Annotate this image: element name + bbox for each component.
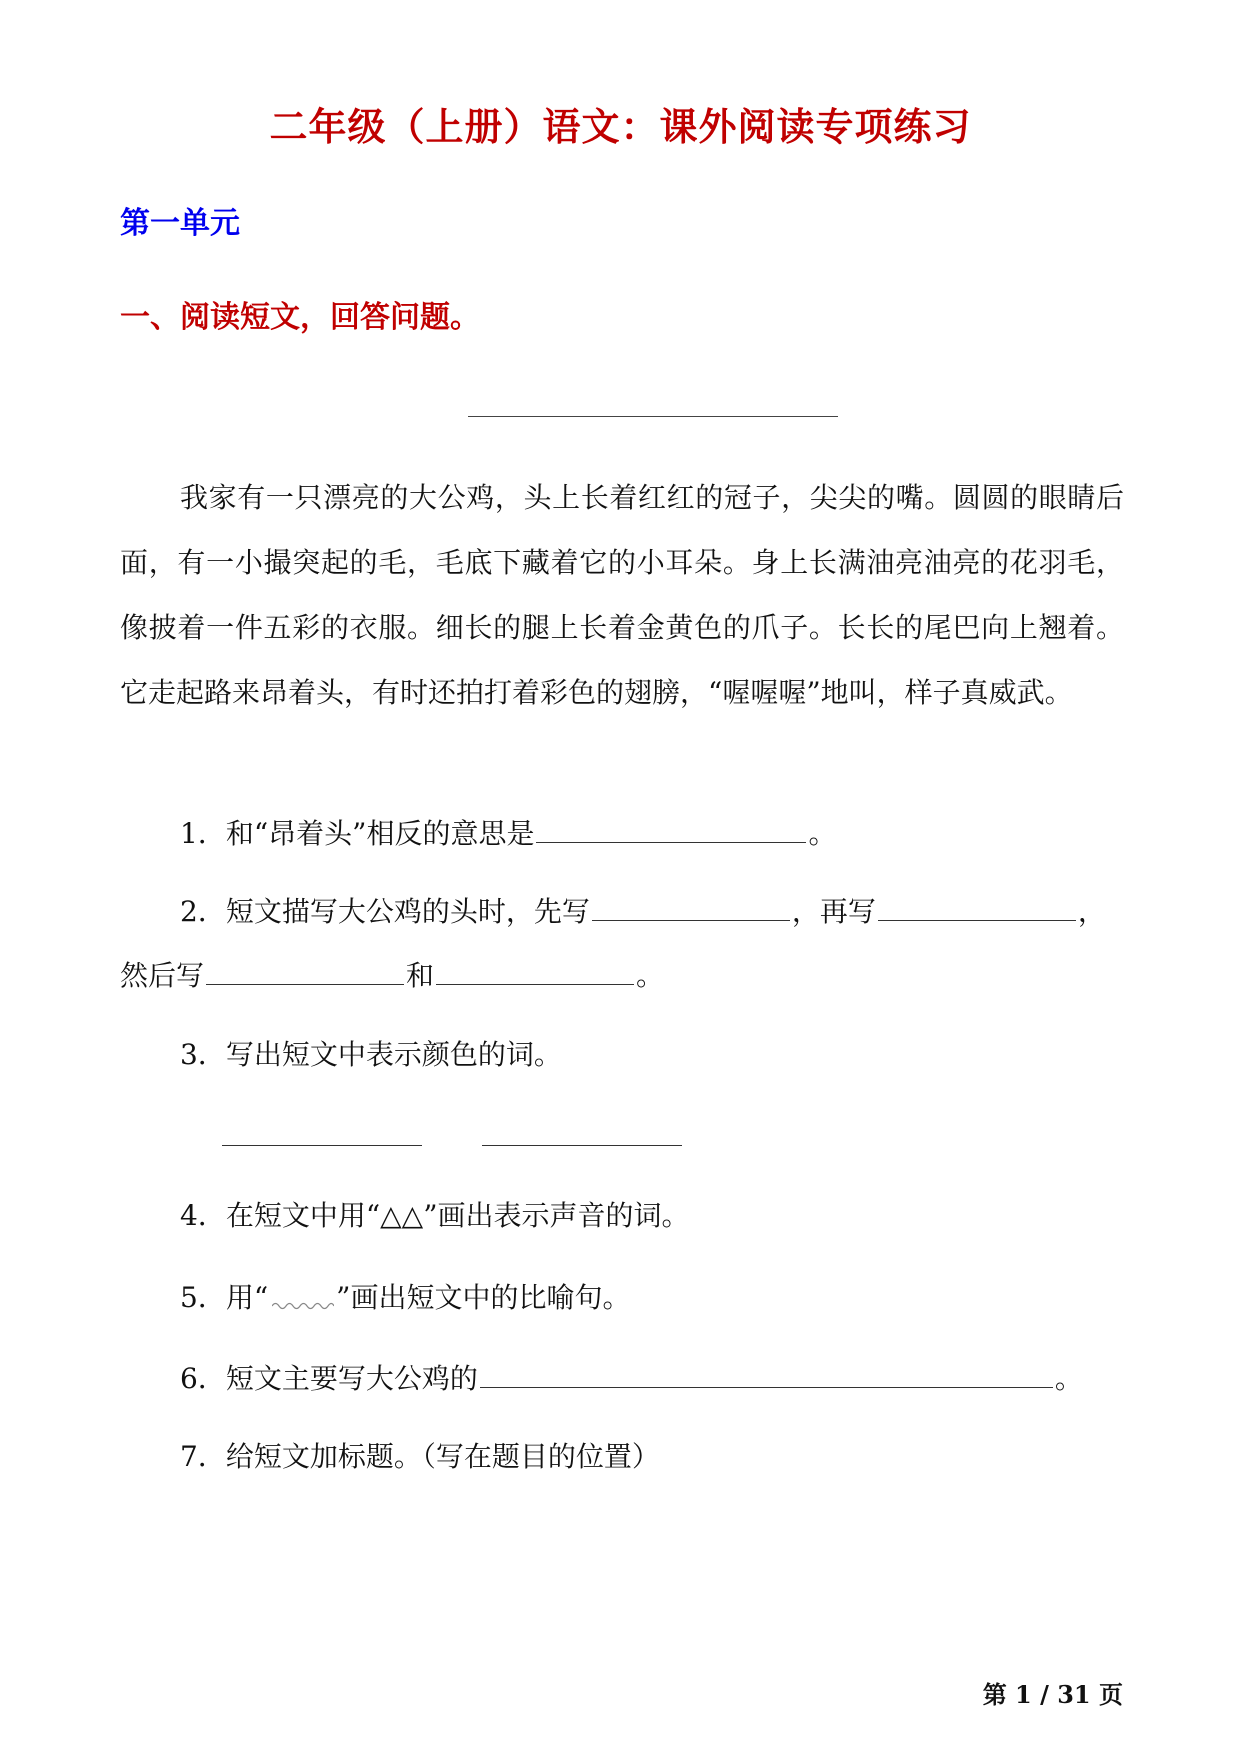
question-2 xyxy=(180,890,1106,932)
question-number: 2． xyxy=(180,895,226,928)
question-7 xyxy=(180,1437,660,1477)
question-text: 。 xyxy=(1054,1362,1083,1395)
question-text: 和“昂着头”相反的意思是 xyxy=(225,817,535,850)
unit-heading: 第一单元 xyxy=(120,206,240,241)
section-heading: 一、阅读短文，回答问题。 xyxy=(120,300,480,335)
question-6 xyxy=(180,1357,1083,1399)
question-text: 短文主要写大公鸡的 xyxy=(225,1362,478,1395)
page-number: 第 1 / 31 页 xyxy=(982,1680,1123,1709)
question-text: ，再写 xyxy=(791,895,876,928)
answer-line xyxy=(482,1144,682,1146)
question-text: 。 xyxy=(636,959,665,992)
question-text: 。 xyxy=(808,817,837,850)
answer-blank xyxy=(206,954,404,985)
answer-blank xyxy=(878,890,1076,921)
answer-line xyxy=(222,1144,422,1146)
passage-title-blank xyxy=(468,415,838,417)
answer-blank xyxy=(592,890,790,921)
question-2-continued xyxy=(120,954,664,996)
question-number: 5． xyxy=(180,1281,226,1314)
question-text: 然后写 xyxy=(120,959,205,992)
answer-blank xyxy=(480,1357,1053,1388)
question-number: 4． xyxy=(180,1199,226,1232)
page-title: 二年级（上册）语文：课外阅读专项练习 xyxy=(269,104,972,149)
question-text: ”画出短文中的比喻句。 xyxy=(336,1281,631,1314)
question-1 xyxy=(180,812,836,854)
question-number: 6． xyxy=(180,1362,226,1395)
answer-blank xyxy=(436,954,634,985)
question-text: 和 xyxy=(406,959,435,992)
question-text: 写出短文中表示颜色的词。 xyxy=(225,1038,562,1071)
question-number: 3． xyxy=(180,1038,226,1071)
question-3 xyxy=(180,1035,562,1075)
question-number: 7． xyxy=(180,1440,226,1473)
reading-passage: 我家有一只漂亮的大公鸡，头上长着红红的冠子，尖尖的嘴。圆圆的眼睛后面，有一小撮突起的毛，毛底下藏着它的小耳朵。身上长满油亮油亮的花羽毛，像披着一件五彩的衣服。细长的腿上长着金黄色的爪子。长长的尾巴向上翘着。它走起路来昂着头，有时还拍打着彩色的翅膀，“喔喔喔”地叫，样子真威武。 xyxy=(120,481,1124,709)
question-text: 用“ xyxy=(225,1281,269,1314)
question-5 xyxy=(180,1277,630,1318)
question-text: 短文描写大公鸡的头时，先写 xyxy=(225,895,590,928)
question-text: 在短文中用“△△”画出表示声音的词。 xyxy=(225,1199,690,1232)
question-text: ， xyxy=(1077,895,1106,928)
answer-blank xyxy=(536,812,806,843)
question-text: 给短文加标题。（写在题目的位置） xyxy=(225,1440,660,1473)
wavy-underline-icon xyxy=(268,1277,336,1307)
question-4 xyxy=(180,1196,690,1236)
question-number: 1． xyxy=(180,817,226,850)
